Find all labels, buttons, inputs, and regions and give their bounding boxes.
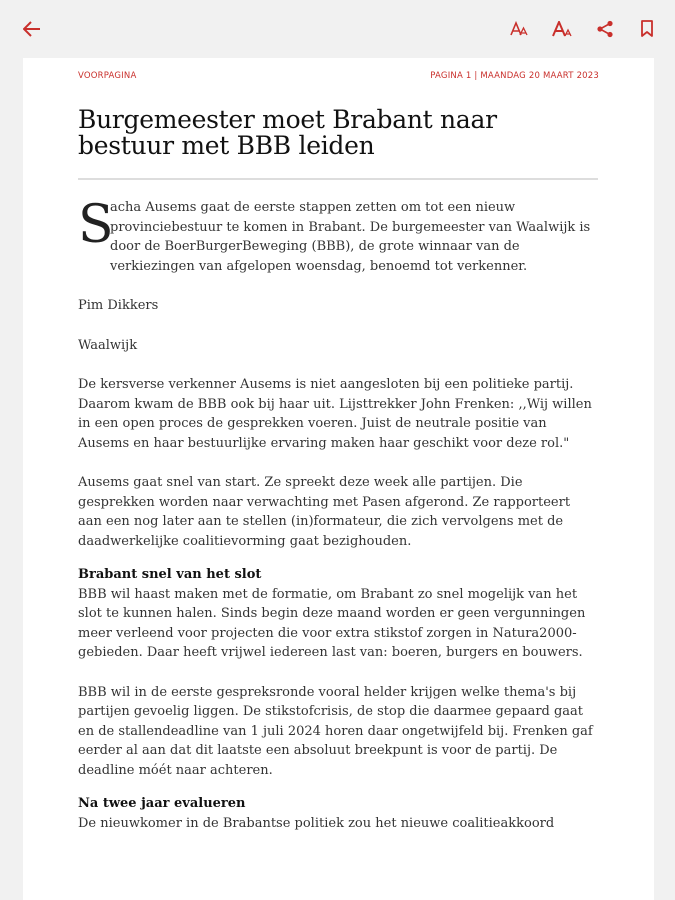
body-paragraph: Ausems gaat snel van start. Ze spreekt deze week alle partijen. Die gesprekken worden naar verwachting met Pasen afgerond. Ze rapporteert aan een nog later aan te stellen (in)formateur, die zich vervolgens met de daadwerkelijke coalitievorming gaat bezighouden. [78,475,571,549]
dateline-location: Waalwijk [78,337,138,353]
headline-divider [78,178,598,180]
font-size-increase-icon[interactable] [548,14,578,44]
share-icon[interactable] [590,14,620,44]
subheading: Na twee jaar evalueren [78,796,246,811]
top-toolbar [0,0,675,58]
arrow-left-icon[interactable] [17,14,47,44]
body-paragraph: BBB wil in de eerste gespreksronde vooral helder krijgen welke thema's bij partijen gevoelig liggen. De stikstofcrisis, de stop die daarmee gepaard gaat en de stallendeadline van 1 juli 2024 horen daar ongetwijfeld bij. Frenken gaf eerder al aan dat dit laatste een absoluut breekpunt is voor de partij. De deadline móét naar achteren. [78,684,593,778]
bookmark-icon[interactable] [632,14,662,44]
author-byline: Pim Dikkers [78,298,159,313]
body-paragraph: De kersverse verkenner Ausems is niet aangesloten bij een politieke partij. Daarom kwam de BBB ook bij haar uit. Lijsttrekker John Frenken: ,,Wij willen in een open proces de gesprekken voeren. Juist de neutrale positie van Ausems en haar bestuurlijke ervaring maken haar geschikt voor deze rol." [78,377,592,451]
drop-cap: S [78,195,114,255]
section-label[interactable]: VOORPAGINA [78,71,137,81]
subheading: Brabant snel van het slot [78,567,262,582]
lead-paragraph [78,195,598,276]
article-body [78,195,598,833]
page-date-label: PAGINA 1 | MAANDAG 20 MAART 2023 [430,71,599,81]
article-headline: Burgemeester moet Brabant naar bestuur met BBB leiden [78,105,497,160]
lead-text: acha Ausems gaat de eerste stappen zetten om tot een nieuw provinciebestuur te komen in Brabant. De burgemeester van Waalwijk is door de BoerBurgerBeweging (BBB), de grote winnaar van de verkiezingen van afgelopen woensdag, benoemd tot verkenner. [110,200,591,274]
body-paragraph: BBB wil haast maken met de formatie, om Brabant zo snel mogelijk van het slot te kunnen halen. Sinds begin deze maand worden er geen vergunningen meer verleend voor projecten die voor extra stikstof zorgen in Natura2000-gebieden. Daar heeft vrijwel iedereen last van: boeren, burgers en bouwers. [78,586,586,660]
article-page [23,58,654,900]
font-size-decrease-icon[interactable] [505,14,535,44]
body-paragraph: De nieuwkomer in de Brabantse politiek zou het nieuwe coalitieakkoord [78,815,555,831]
